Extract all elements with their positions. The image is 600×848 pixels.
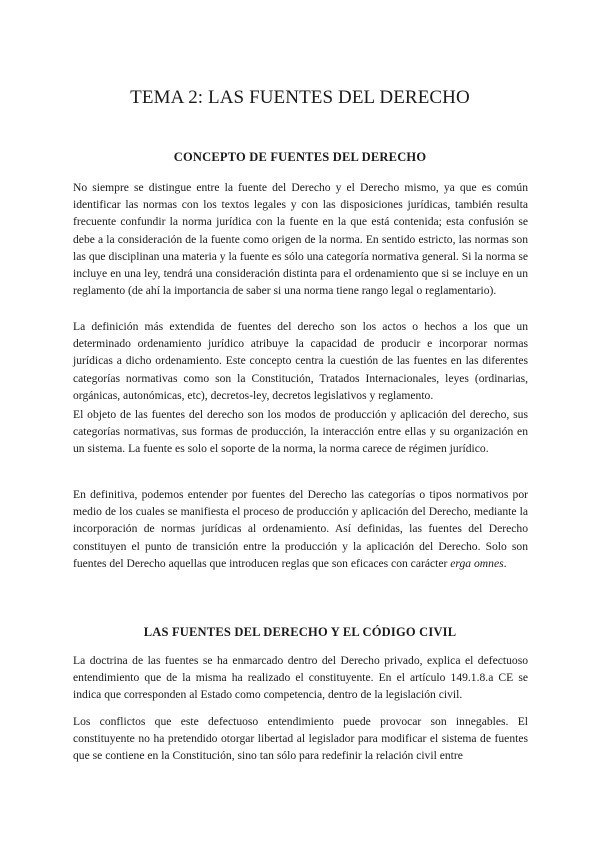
paragraph-end: . bbox=[503, 556, 507, 570]
document-title: TEMA 2: LAS FUENTES DEL DERECHO bbox=[130, 87, 470, 108]
paragraph-with-italic bbox=[73, 486, 528, 572]
section-heading-concepto: CONCEPTO DE FUENTES DEL DERECHO bbox=[173, 150, 427, 164]
paragraph: La doctrina de las fuentes se ha enmarcado dentro del Derecho privado, explica el defectuoso entendimiento que de la misma ha realizado el constituyente. En el artículo 149.1.8.a CE se indica que corresponden al Estado como competencia, dentro de la legislación civil. bbox=[73, 654, 528, 702]
paragraph: El objeto de las fuentes del derecho son los modos de producción y aplicación del derecho, sus categorías normativas, sus formas de producción, la interacción entre ellas y su organización en un sistema. La fuente es solo el soporte de la norma, la norma carece de régimen jurídico. bbox=[73, 408, 528, 456]
paragraph: La definición más extendida de fuentes del derecho son los actos o hechos a los que un determinado ordenamiento jurídico atribuye la capacidad de producir e incorporar normas jurídicas a dicho ordenamiento. Este concepto centra la cuestión de las fuentes en las diferentes categorías normativas como son la Constitución, Tratados Internacionales, leyes (ordinarias, orgánicas, autonómicas, etc), decretos-ley, decretos legislativos y reglamento. bbox=[73, 320, 528, 402]
paragraph-text: En definitiva, podemos entender por fuentes del Derecho las categorías o tipos normativos por medio de los cuales se manifiesta el proceso de producción y aplicación del Derecho, mediante la incorporación de normas jurídicas al ordenamiento. Así definidas, las fuentes del Derecho constituyen el punto de transición entre la producción y la aplicación del Derecho. Solo son fuentes del Derecho aquellas que introducen reglas que son eficaces con carácter bbox=[73, 488, 528, 570]
italic-term: erga omnes bbox=[450, 556, 504, 570]
paragraph: No siempre se distingue entre la fuente del Derecho y el Derecho mismo, ya que es común identificar las normas con los textos legales y con las disposiciones jurídicas, también resulta frecuente confundir la norma jurídica con la fuente en la que está contenida; esta confusión se debe a la consideración de la fuente como origen de la norma. En sentido estricto, las normas son las que disciplinan una materia y la fuente es sólo una categoría normativa general. Si la norma se incluye en una ley, tendrá una consideración distinta para el ordenamiento que si se incluye en un reglamento (de ahí la importancia de saber si una norma tiene rango legal o reglamentario). bbox=[73, 181, 528, 298]
paragraph: Los conflictos que este defectuoso entendimiento puede provocar son innegables. El constituyente no ha pretendido otorgar libertad al legislador para modificar el sistema de fuentes que se contiene en la Constitución, sino tan sólo para redefinir la relación civil entre bbox=[73, 715, 528, 763]
section-heading-codigo-civil: LAS FUENTES DEL DERECHO Y EL CÓDIGO CIVIL bbox=[143, 625, 457, 639]
